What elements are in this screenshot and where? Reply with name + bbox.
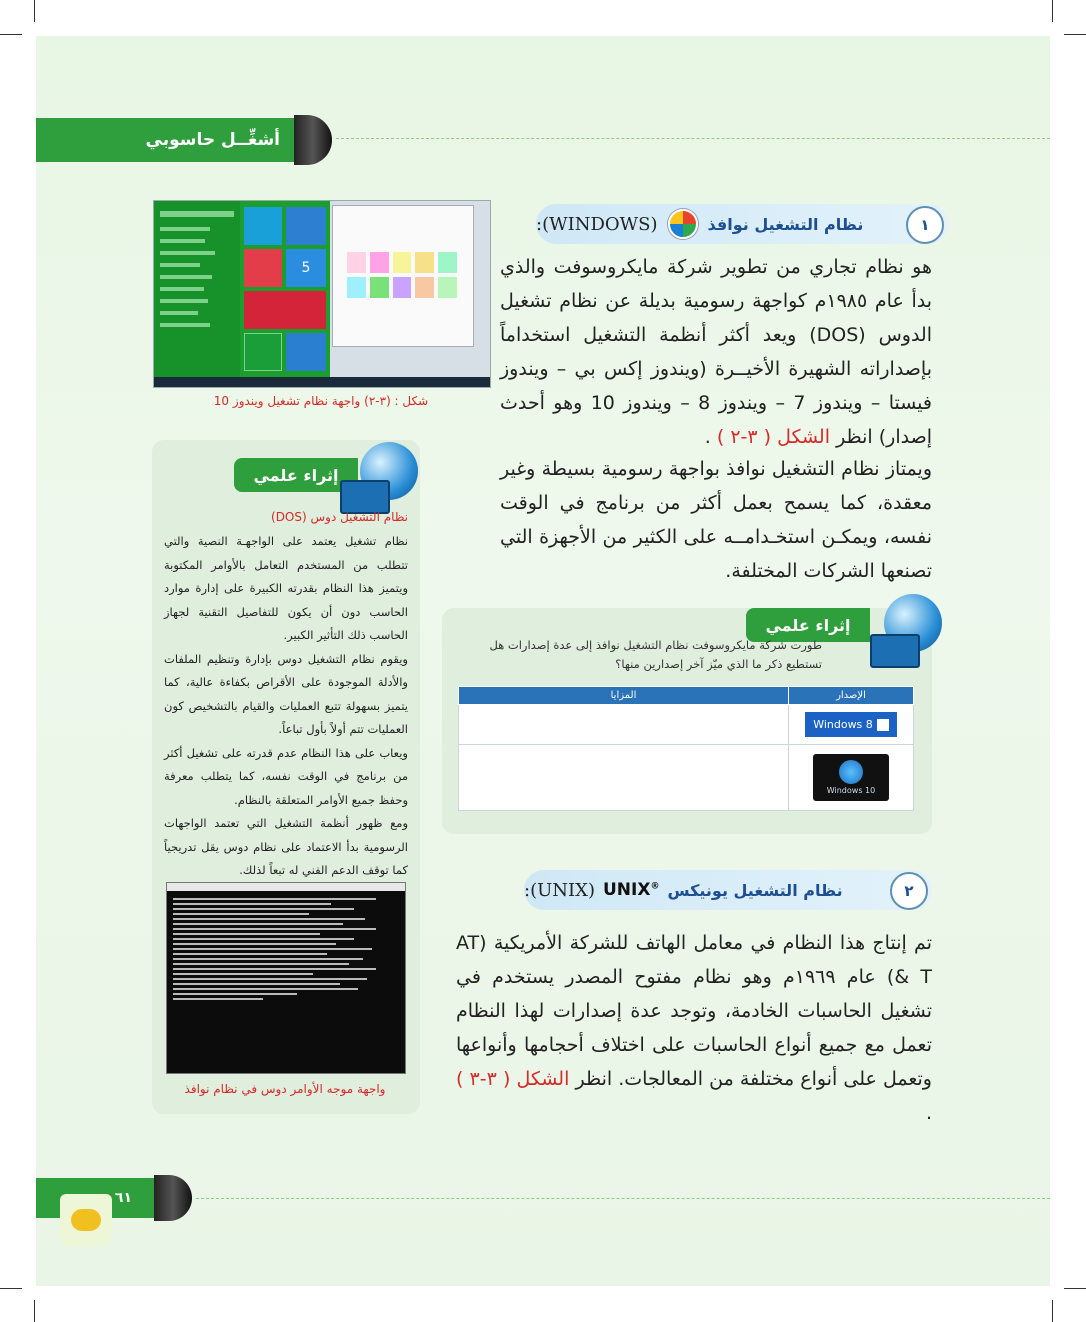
page [36, 36, 1050, 1286]
chapter-tab [36, 118, 328, 162]
section2-header [524, 870, 932, 910]
cmd-lines [167, 891, 405, 1007]
section2-number: ٢ [890, 872, 928, 910]
features-cell[interactable] [459, 745, 789, 811]
chapter-tab-label: أشغِّــل حاسوبي [145, 130, 280, 150]
crop-mark [0, 1288, 22, 1289]
section1-title: نظام التشغيل نوافذ [707, 214, 864, 234]
enrichment-ribbon: إثراء علمي [746, 608, 870, 642]
dos-paragraph: ومع ظهور أنظمة التشغيل التي تعتمد الواجهات الرسومية بدأ الاعتماد على نظام دوس يقل تدريجياً كما توقف الدعم الفني له تبعاً لذلك. [164, 816, 408, 877]
calendar-tile[interactable]: 5 [286, 249, 326, 287]
version-cell [789, 745, 914, 811]
table-row [459, 705, 914, 745]
dos-paragraph: نظام تشغيل يعتمد على الواجهـة النصية والتي تتطلب من المستخدم التعامل بالأوامر المكتوبة ويتميز هذا النظام بقدرته الكبيرة على إدارة موارد الحاسب دون أن يكون للتفاصيل التقنية لجهاز الحاسب ذلك التأثير الكبير. [164, 534, 408, 642]
windows10-logo [813, 754, 889, 801]
crop-mark [34, 0, 35, 22]
enrichment-text [164, 530, 408, 883]
section1-paragraph1-end: . [704, 426, 711, 448]
section2-paragraph [456, 926, 932, 1130]
footer-divider [196, 1198, 1050, 1199]
personalization-window [332, 205, 474, 347]
features-cell[interactable] [459, 705, 789, 745]
start-menu [154, 201, 330, 379]
table-row [459, 745, 914, 811]
section1-paragraph1 [500, 250, 932, 454]
page-number: ٦١ [114, 1190, 132, 1206]
crop-mark [34, 1300, 35, 1322]
section2-paragraph-text: تم إنتاج هذا النظام في معامل الهاتف للشركة الأمريكية (AT & T) عام ١٩٦٩م وهو نظام مفتوح المصدر يستخدم في تشغيل الحاسبات الخادمة، وتوجد عدة إصدارات لهذا النظام تعمل مع جميع أنواع الحاسبات على اختلاف أحجامها وأنواعها وتعمل على أنواع مختلفة من المعالجات. انظر [456, 932, 932, 1090]
enrichment-box-versions [442, 608, 932, 834]
version-cell [789, 705, 914, 745]
tile[interactable] [286, 333, 326, 371]
dos-paragraph: ويقوم نظام التشغيل دوس بإدارة وتنظيم الملفات والأدلة الموجودة على الأقراص بكفاءة عالية، كما يتميز بسهولة تتبع العمليات والقيام بالتشخيص كون العمليات تتم أولاً بأول تباعاً. [164, 651, 408, 736]
laptop-icon [870, 634, 920, 668]
unix-logo-text: UNIX [602, 880, 651, 900]
crop-mark [1064, 1288, 1086, 1289]
laptop-icon [340, 480, 390, 514]
publisher-logo [60, 1194, 112, 1246]
tile[interactable] [244, 333, 282, 371]
tile[interactable] [244, 291, 326, 329]
cmd-titlebar [167, 883, 405, 891]
figure-reference: الشكل ( ٣-٣ ) [456, 1068, 570, 1090]
enrichment-question: طورت شركة مايكروسوفت نظام التشغيل نوافذ إلى عدة إصدارات هل تستطيع ذكر ما الذي ميّز آخر إصدارين منها؟ [489, 638, 822, 671]
section1-paragraph1-text: هو نظام تجاري من تطوير شركة مايكروسوفت والذي بدأ عام ١٩٨٥م كواجهة رسومية بديلة عن نظام تشغيل الدوس (DOS) ويعد أكثر أنظمة التشغيل استخداماً بإصداراته الشهيرة الأخيــرة (ويندوز إكس بي – ويندوز فيستا – ويندوز 7 – ويندوز 8 – ويندوز 10 وهو أحدث إصدار) انظر [500, 256, 932, 448]
taskbar[interactable] [154, 377, 490, 387]
header-divider [336, 138, 1050, 139]
dos-paragraph: ويعاب على هذا النظام عدم قدرته على تشغيل أكثر من برنامج في الوقت نفسه، كما يتطلب معرفة وحفظ جميع الأوامر المتعلقة بالنظام. [164, 745, 408, 807]
section2-paragraph-end: . [925, 1102, 932, 1124]
windows8-logo [805, 712, 897, 737]
figure-caption: شكل : (٣-٢) واجهة نظام تشغيل ويندوز 10 [213, 394, 429, 408]
windows10-badge-icon [839, 760, 863, 784]
crop-mark [1052, 1300, 1053, 1322]
column-header-version: الإصدار [789, 687, 914, 705]
crop-mark [1064, 34, 1086, 35]
windows-logo-icon [877, 719, 889, 731]
color-swatches [347, 252, 457, 298]
enrichment-ribbon: إثراء علمي [234, 458, 358, 492]
enrichment-subtitle: نظام التشغيل دوس (DOS) [271, 510, 408, 524]
start-menu-list [154, 201, 240, 379]
section1-title-extra: (WINDOWS): [536, 213, 658, 235]
publisher-logo-icon [71, 1209, 101, 1231]
cmd-caption: واجهة موجه الأوامر دوس في نظام نوافذ [184, 1082, 386, 1096]
tile[interactable] [286, 207, 326, 245]
tile[interactable] [244, 249, 282, 287]
crop-mark [1052, 0, 1053, 22]
crop-mark [0, 34, 22, 35]
section1-header [536, 204, 948, 244]
section1-number: ١ [906, 206, 944, 244]
page-number-tab [36, 1178, 188, 1218]
windows10-screenshot [153, 200, 491, 388]
section2-title-extra: (UNIX): [524, 879, 595, 901]
command-prompt-screenshot [166, 882, 406, 1074]
windows8-logo-text: Windows 8 [813, 718, 873, 731]
versions-table [458, 686, 914, 811]
unix-logo: UNIX® [602, 880, 660, 900]
enrichment-box-dos [152, 440, 420, 1114]
windows-logo-icon [668, 209, 698, 239]
figure-reference: الشكل ( ٣-٢ ) [716, 426, 831, 448]
tile[interactable] [244, 207, 282, 245]
tab-knob [294, 115, 332, 165]
section1-paragraph2: ويمتاز نظام التشغيل نوافذ بواجهة رسومية بسيطة وغير معقدة، كما يسمح بعمل أكثر من برنامج في الوقت نفسه، ويمكـن استخـدامــه على الكثير من الأجهزة التي تصنعها الشركات المختلفة. [500, 458, 932, 582]
windows10-logo-text: Windows 10 [826, 786, 876, 795]
section2-title: نظام التشغيل يونيكس [667, 880, 843, 900]
column-header-features: المزايا [459, 687, 789, 705]
table-header-row [459, 687, 914, 705]
tab-knob [154, 1175, 192, 1221]
